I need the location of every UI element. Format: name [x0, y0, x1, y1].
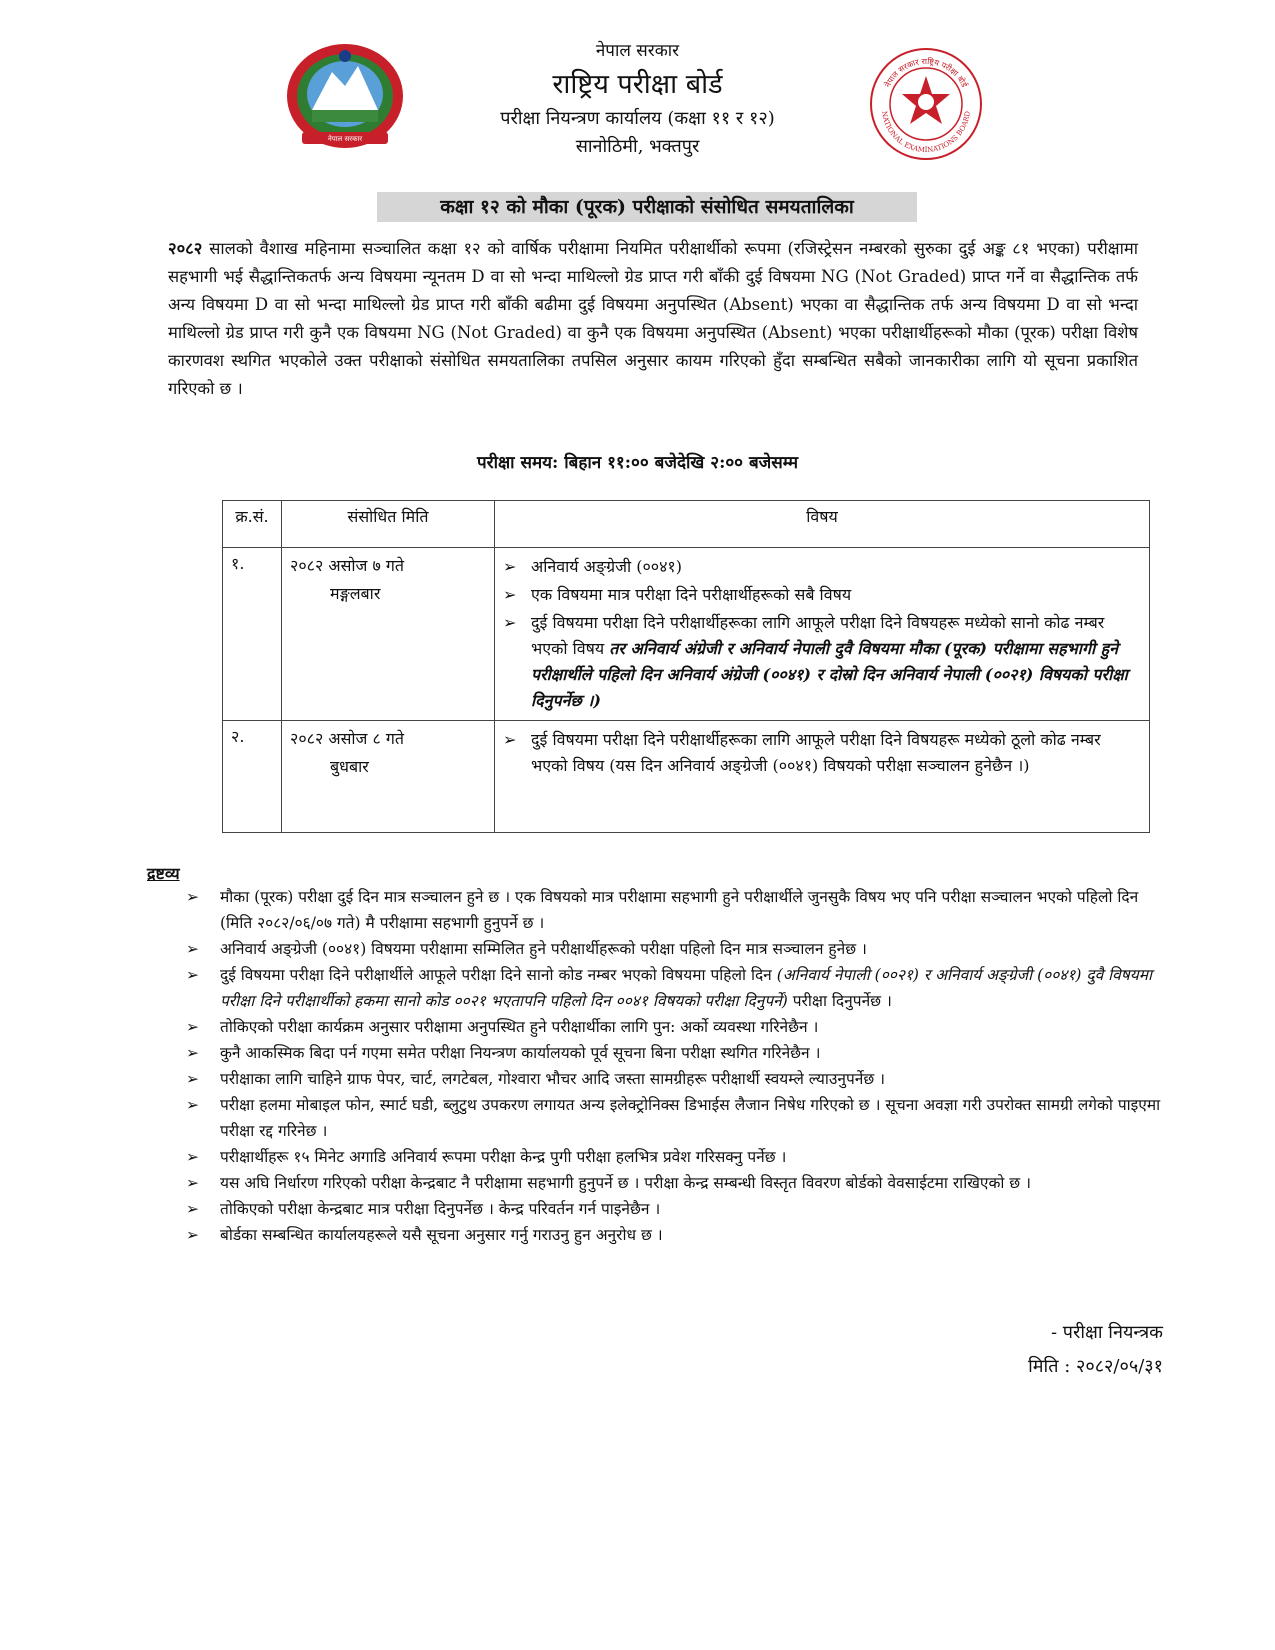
note-item: [186, 1092, 1171, 1144]
intro-body: सालको वैशाख महिनामा सञ्चालित कक्षा १२ को वार्षिक परीक्षामा नियमित परीक्षार्थीको रूपमा (रजिस्ट्रेसन नम्बरको सुरुका दुई अङ्क ८१ भएका) परीक्षामा सहभागी भई सैद्धान्तिकतर्फ अन्य विषयमा न्यूनतम D वा सो भन्दा माथिल्लो ग्रेड प्राप्त गरी बाँकी दुई विषयमा NG (Not Graded) प्राप्त गर्ने वा सैद्धान्तिक तर्फ अन्य विषयमा D वा सो भन्दा माथिल्लो ग्रेड प्राप्त गरी बाँकी बढीमा दुई विषयमा अनुपस्थित (Absent) भएका वा सैद्धान्तिक तर्फ अन्य विषयमा D वा सो भन्दा माथिल्लो ग्रेड प्राप्त गरी कुनै एक विषयमा NG (Not Graded) वा कुनै एक विषयमा अनुपस्थित (Absent) भएका परीक्षार्थीहरूको मौका (पूरक) परीक्षा विशेष कारणवश स्थगित भएकोले उक्त परीक्षाको संसोधित समयतालिका तपसिल अनुसार कायम गरिएको हुँदा सम्बन्धित सबैको जानकारीका लागि यो सूचना प्रकाशित गरिएको छ ।: [168, 239, 1138, 398]
note-item: [186, 1066, 1171, 1092]
note-italic-text: (अनिवार्य नेपाली (००२१) र अनिवार्य अङ्ग्रेजी (००४१) दुवै विषयमा परीक्षा दिने परीक्षार्थीको हकमा सानो कोड ००२१ भएतापनि पहिलो दिन ००४१ विषयको परीक्षा दिनुपर्ने): [220, 966, 1152, 1010]
table-row: [223, 721, 1150, 833]
arrow-bullet-icon: ➢: [186, 966, 199, 984]
arrow-bullet-icon: ➢: [186, 1174, 199, 1192]
schedule-table: [222, 500, 1150, 833]
subject-italic-note: तर अनिवार्य अंग्रेजी र अनिवार्य नेपाली दुवै विषयमा मौका (पूरक) परीक्षामा सहभागी हुने परीक्षार्थीले पहिलो दिन अनिवार्य अंग्रेजी (००४१) र दोस्रो दिन अनिवार्य नेपाली (००२१) विषयको परीक्षा दिनुपर्नेछ ।): [531, 639, 1128, 710]
header-board-name: राष्ट्रिय परीक्षा बोर्ड: [552, 69, 723, 100]
arrow-bullet-icon: ➢: [503, 730, 517, 749]
exam-time: परीक्षा समय: बिहान ११:०० बजेदेखि २:०० बजेसम्म: [476, 453, 799, 473]
table-row: [223, 548, 1150, 721]
emblem-motto: नेपाल सरकार: [327, 135, 363, 143]
nepal-government-emblem: [282, 40, 408, 152]
signatory-role: - परीक्षा नियन्त्रक: [1050, 1322, 1163, 1343]
note-item: [186, 1170, 1171, 1196]
arrow-bullet-icon: ➢: [186, 1226, 199, 1244]
row-subjects: [495, 721, 1150, 833]
arrow-bullet-icon: ➢: [186, 1148, 199, 1166]
list-item: [503, 610, 1141, 714]
row-serial: १.: [223, 548, 282, 721]
note-text: यस अघि निर्धारण गरिएको परीक्षा केन्द्रबाट नै परीक्षामा सहभागी हुनुपर्ने छ । परीक्षा केन्द्र सम्बन्धी विस्तृत विवरण बोर्डको वेवसाईटमा राखिएको छ ।: [220, 1174, 1031, 1192]
header-location: सानोठिमी, भक्तपुर: [575, 136, 700, 157]
national-examinations-board-seal: [868, 46, 984, 162]
note-tail-text: परीक्षा दिनुपर्नेछ ।: [787, 992, 892, 1010]
note-text: दुई विषयमा परीक्षा दिने परीक्षार्थीले आफूले परीक्षा दिने सानो कोड नम्बर भएको विषयमा पहिलो दिन: [220, 966, 777, 984]
arrow-bullet-icon: ➢: [503, 557, 517, 576]
subject-text: दुई विषयमा परीक्षा दिने परीक्षार्थीहरूका लागि आफूले परीक्षा दिने विषयहरू मध्येको सानो कोढ नम्बर भएको विषय: [531, 613, 1105, 658]
notes-list: [186, 884, 1171, 1248]
note-text: तोकिएको परीक्षा कार्यक्रम अनुसार परीक्षामा अनुपस्थित हुने परीक्षार्थीका लागि पुन: अर्को व्यवस्था गरिनेछैन ।: [220, 1018, 819, 1036]
list-item: [503, 554, 1141, 580]
note-text: तोकिएको परीक्षा केन्द्रबाट मात्र परीक्षा दिनुपर्नेछ । केन्द्र परिवर्तन गर्न पाइनेछैन ।: [220, 1200, 661, 1218]
notice-title: कक्षा १२ को मौका (पूरक) परीक्षाको संसोधित समयतालिका: [377, 192, 917, 222]
row-date-cell: [282, 721, 495, 833]
seal-top-text: नेपाल सरकार राष्ट्रिय परीक्षा बोर्ड: [883, 56, 969, 89]
note-text: मौका (पूरक) परीक्षा दुई दिन मात्र सञ्चालन हुने छ । एक विषयको मात्र परीक्षामा सहभागी हुने परीक्षार्थीले जुनसुकै विषय भए पनि परीक्षा सञ्चालन भएको पहिलो दिन (मिति २०८२/०६/०७ गते) मै परीक्षामा सहभागी हुनुपर्ने छ ।: [220, 888, 1139, 932]
intro-paragraph: [168, 235, 1138, 403]
row-serial: २.: [223, 721, 282, 833]
subject-text: अनिवार्य अङ्ग्रेजी (००४१): [531, 557, 682, 576]
note-item: [186, 962, 1171, 1014]
table-header-row: [223, 501, 1150, 548]
header-subject: विषय: [495, 501, 1150, 548]
arrow-bullet-icon: ➢: [186, 1096, 199, 1114]
note-item: [186, 1222, 1171, 1248]
row-day: बुधबार: [330, 757, 369, 776]
row-date: २०८२ असोज ७ गते: [290, 556, 405, 575]
subject-text: दुई विषयमा परीक्षा दिने परीक्षार्थीहरूका लागि आफूले परीक्षा दिने विषयहरू मध्येको ठूलो कोढ नम्बर भएको विषय (यस दिन अनिवार्य अङ्ग्रेजी (००४१) विषयको परीक्षा सञ्चालन हुनेछैन ।): [531, 730, 1101, 775]
intro-year: २०८२: [168, 239, 203, 258]
row-date-cell: [282, 548, 495, 721]
note-item: [186, 884, 1171, 936]
note-text: परीक्षा हलमा मोबाइल फोन, स्मार्ट घडी, ब्लुटुथ उपकरण लगायत अन्य इलेक्ट्रोनिक्स डिभाईस लैजान निषेध गरिएको छ । सूचना अवज्ञा गरी उपरोक्त सामग्री लगेको पाइएमा परीक्षा रद्द गरिनेछ ।: [220, 1096, 1161, 1140]
list-item: [503, 727, 1141, 779]
note-text: अनिवार्य अङ्ग्रेजी (००४१) विषयमा परीक्षामा सम्मिलित हुने परीक्षार्थीहरूको परीक्षा पहिलो दिन मात्र सञ्चालन हुनेछ ।: [220, 940, 867, 958]
note-item: [186, 1040, 1171, 1066]
note-text: परीक्षाका लागि चाहिने ग्राफ पेपर, चार्ट, लगटेबल, गोश्वारा भौचर आदि जस्ता सामग्रीहरू परीक्षार्थी स्वयम्ले ल्याउनुपर्नेछ ।: [220, 1070, 886, 1088]
header-government: नेपाल सरकार: [595, 41, 680, 61]
note-text: परीक्षार्थीहरू १५ मिनेट अगाडि अनिवार्य रूपमा परीक्षा केन्द्र पुगी परीक्षा हलभित्र प्रवेश गरिसक्नु पर्नेछ ।: [220, 1148, 787, 1166]
note-text: कुनै आकस्मिक बिदा पर्न गएमा समेत परीक्षा नियन्त्रण कार्यालयको पूर्व सूचना बिना परीक्षा स्थगित गरिनेछैन ।: [220, 1044, 821, 1062]
row-subjects: [495, 548, 1150, 721]
signature-date: मिति : २०८२/०५/३१: [1028, 1356, 1163, 1377]
arrow-bullet-icon: ➢: [186, 1044, 199, 1062]
note-item: [186, 1014, 1171, 1040]
note-item: [186, 936, 1171, 962]
note-item: [186, 1196, 1171, 1222]
subject-text: एक विषयमा मात्र परीक्षा दिने परीक्षार्थीहरूको सबै विषय: [531, 585, 852, 604]
header-revised-date: संसोधित मिति: [282, 501, 495, 548]
notes-heading: द्रष्टव्य: [147, 864, 180, 883]
arrow-bullet-icon: ➢: [503, 613, 517, 632]
arrow-bullet-icon: ➢: [186, 1070, 199, 1088]
arrow-bullet-icon: ➢: [186, 1200, 199, 1218]
row-date: २०८२ असोज ८ गते: [290, 729, 405, 748]
header-office: परीक्षा नियन्त्रण कार्यालय (कक्षा ११ र १२): [500, 108, 775, 129]
note-text: बोर्डका सम्बन्धित कार्यालयहरूले यसै सूचना अनुसार गर्नु गराउनु हुन अनुरोध छ ।: [220, 1226, 663, 1244]
header-serial: क्र.सं.: [223, 501, 282, 548]
arrow-bullet-icon: ➢: [186, 1018, 199, 1036]
arrow-bullet-icon: ➢: [503, 585, 517, 604]
list-item: [503, 582, 1141, 608]
arrow-bullet-icon: ➢: [186, 888, 199, 906]
arrow-bullet-icon: ➢: [186, 940, 199, 958]
signature-block: [1028, 1316, 1163, 1384]
seal-bottom-text: NATIONAL EXAMINATIONS BOARD: [880, 110, 972, 155]
row-day: मङ्गलबार: [330, 584, 381, 603]
note-item: [186, 1144, 1171, 1170]
